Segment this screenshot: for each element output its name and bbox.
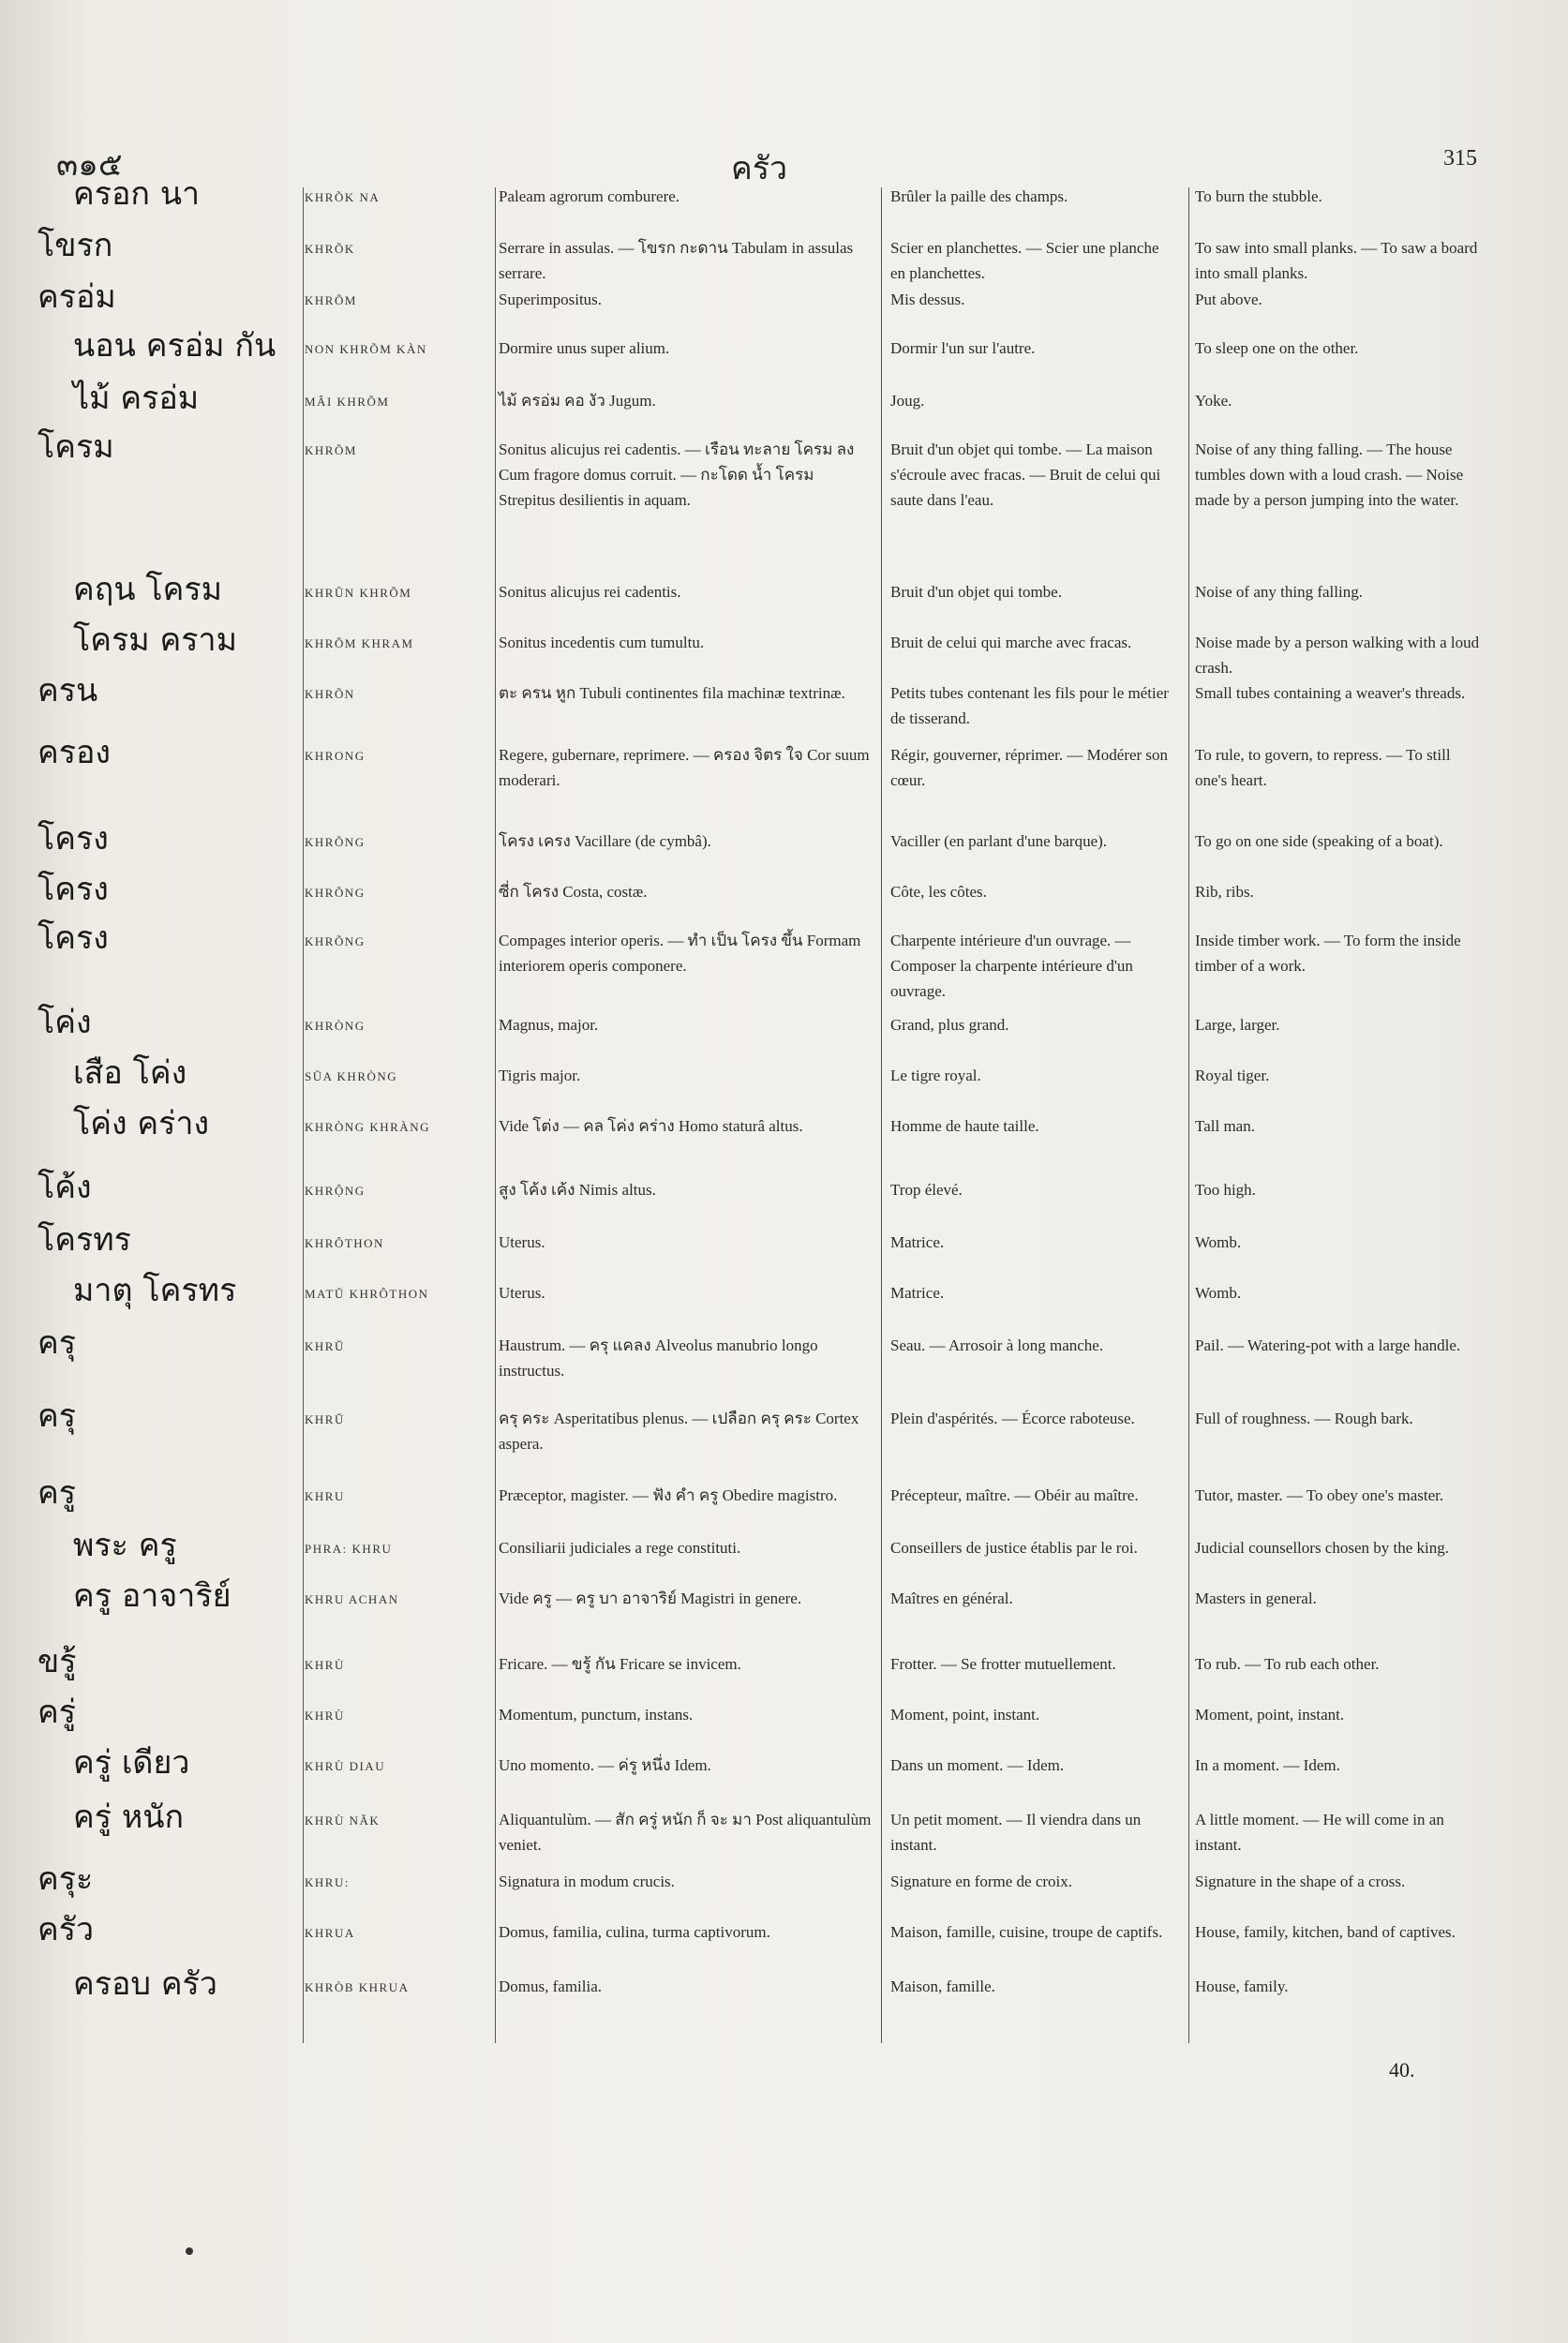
romanization: KHRÔTHON bbox=[305, 1236, 384, 1250]
romanization: PHRA: KHRU bbox=[305, 1542, 393, 1556]
romanization: KHRU ACHAN bbox=[305, 1592, 399, 1606]
romanization: KHRŬ bbox=[305, 1412, 345, 1426]
english-definition: Put above. bbox=[1195, 291, 1262, 308]
romanization: KHRŬ bbox=[305, 1339, 345, 1353]
romanization: KHRÕM KHRAM bbox=[305, 636, 414, 650]
romanization: KHRÒNG KHRÀNG bbox=[305, 1120, 430, 1134]
english-definition: To sleep one on the other. bbox=[1195, 339, 1359, 357]
thai-headword: โครง bbox=[37, 871, 109, 908]
latin-definition: Vide โต่ง — คล โค่ง คร่าง Homo staturâ altus. bbox=[499, 1117, 803, 1135]
latin-definition: Aliquantulùm. — สัก ครู่ หนัก ก็ จะ มา Post aliquantulùm veniet. bbox=[499, 1811, 872, 1854]
english-definition: Noise of any thing falling. bbox=[1195, 583, 1363, 601]
thai-headword: โค้ง bbox=[37, 1169, 92, 1206]
english-definition: Tall man. bbox=[1195, 1117, 1255, 1135]
latin-definition: ไม้ ครอ่ม คอ งัว Jugum. bbox=[499, 392, 656, 410]
french-definition: Matrice. bbox=[890, 1284, 945, 1302]
english-definition: Royal tiger. bbox=[1195, 1067, 1270, 1084]
french-definition: Frotter. — Se frotter mutuellement. bbox=[890, 1655, 1116, 1673]
thai-headword: ครู่ bbox=[37, 1694, 77, 1731]
romanization: KHRONG bbox=[305, 749, 366, 763]
romanization: SŨA KHRÒNG bbox=[305, 1069, 398, 1083]
thai-headword: โครม คราม bbox=[73, 621, 237, 659]
english-definition: To burn the stubble. bbox=[1195, 187, 1322, 205]
french-definition: Un petit moment. — Il viendra dans un instant. bbox=[890, 1811, 1142, 1854]
latin-definition: Compages interior operis. — ทำ เป็น โครง ขึ้น Formam interiorem operis componere. bbox=[499, 932, 861, 975]
latin-definition: Magnus, major. bbox=[499, 1016, 599, 1034]
romanization: NON KHRÕM KÀN bbox=[305, 342, 427, 356]
french-definition: Brûler la paille des champs. bbox=[890, 187, 1068, 205]
french-definition: Plein d'aspérités. — Écorce raboteuse. bbox=[890, 1410, 1135, 1427]
english-definition: Noise of any thing falling. — The house tumbles down with a loud crash. — Noise made by a person jumping into the water. bbox=[1195, 440, 1464, 509]
french-definition: Matrice. bbox=[890, 1233, 945, 1251]
english-definition: Inside timber work. — To form the inside timber of a work. bbox=[1195, 932, 1461, 975]
french-definition: Le tigre royal. bbox=[890, 1067, 981, 1084]
english-definition: Rib, ribs. bbox=[1195, 883, 1254, 901]
romanization: KHRÕM bbox=[305, 443, 357, 457]
romanization: KHRU bbox=[305, 1489, 345, 1503]
thai-headword: ครู่ เดียว bbox=[73, 1744, 190, 1782]
french-definition: Moment, point, instant. bbox=[890, 1706, 1040, 1724]
romanization: KHRÕNG bbox=[305, 934, 366, 948]
thai-headword: โครทร bbox=[37, 1221, 131, 1259]
thai-headword: โครง bbox=[37, 820, 109, 858]
romanization: KHRÙ DIAU bbox=[305, 1759, 386, 1773]
latin-definition: Domus, familia. bbox=[499, 1977, 603, 1995]
romanization: KHRÒB KHRUA bbox=[305, 1980, 410, 1994]
english-definition: Pail. — Watering-pot with a large handle. bbox=[1195, 1336, 1461, 1354]
romanization: KHRÕN bbox=[305, 687, 355, 701]
latin-definition: Domus, familia, culina, turma captivorum. bbox=[499, 1923, 770, 1941]
thai-headword: ครน bbox=[37, 672, 98, 709]
latin-definition: Serrare in assulas. — โขรก กะดาน Tabulam in assulas serrare. bbox=[499, 239, 854, 282]
romanization: KHRU: bbox=[305, 1875, 350, 1889]
english-definition: Too high. bbox=[1195, 1181, 1256, 1199]
latin-definition: Paleam agrorum comburere. bbox=[499, 187, 680, 205]
french-definition: Régir, gouverner, réprimer. — Modérer son cœur. bbox=[890, 746, 1169, 789]
thai-headword: โขรก bbox=[37, 227, 113, 264]
latin-definition: Regere, gubernare, reprimere. — ครอง จิตร ใจ Cor suum moderari. bbox=[499, 746, 870, 789]
french-definition: Conseillers de justice établis par le roi. bbox=[890, 1539, 1138, 1557]
english-definition: To go on one side (speaking of a boat). bbox=[1195, 832, 1443, 850]
english-definition: Moment, point, instant. bbox=[1195, 1706, 1345, 1724]
latin-definition: สูง โค้ง เค้ง Nimis altus. bbox=[499, 1181, 656, 1199]
thai-headword: ครุ bbox=[37, 1324, 77, 1362]
english-definition: Womb. bbox=[1195, 1233, 1242, 1251]
french-definition: Maîtres en général. bbox=[890, 1589, 1013, 1607]
latin-definition: Uterus. bbox=[499, 1233, 545, 1251]
french-definition: Mis dessus. bbox=[890, 291, 965, 308]
thai-page-number: ๓๑๕ bbox=[56, 146, 123, 184]
french-definition: Trop élevé. bbox=[890, 1181, 963, 1199]
romanization: KHRÕNG bbox=[305, 886, 366, 900]
thai-headword: มาตุ โครทร bbox=[73, 1272, 237, 1309]
thai-headword: ครอบ ครัว bbox=[73, 1965, 217, 2003]
french-definition: Joug. bbox=[890, 392, 925, 410]
romanization: KHRÒNG bbox=[305, 1019, 366, 1033]
thai-headword: ครุะ bbox=[37, 1860, 94, 1898]
english-definition: To saw into small planks. — To saw a board into small planks. bbox=[1195, 239, 1478, 282]
latin-definition: Momentum, punctum, instans. bbox=[499, 1706, 694, 1724]
romanization: KHRÙ NÃK bbox=[305, 1813, 381, 1828]
english-definition: Tutor, master. — To obey one's master. bbox=[1195, 1486, 1444, 1504]
thai-headword: ครุ bbox=[37, 1397, 77, 1435]
thai-headword: ครอ่ม bbox=[37, 278, 116, 316]
romanization: KHRÕNG bbox=[305, 835, 366, 849]
english-definition: A little moment. — He will come in an instant. bbox=[1195, 1811, 1444, 1854]
page-number: 315 bbox=[1443, 146, 1477, 171]
column-divider-1 bbox=[303, 187, 304, 2043]
thai-headword: โครง bbox=[37, 919, 109, 957]
latin-definition: Superimpositus. bbox=[499, 291, 603, 308]
french-definition: Bruit d'un objet qui tombe. — La maison s'écroule avec fracas. — Bruit de celui qui saute dans l'eau. bbox=[890, 440, 1161, 509]
english-definition: Judicial counsellors chosen by the king. bbox=[1195, 1539, 1450, 1557]
thai-headword: นอน ครอ่ม กัน bbox=[73, 327, 276, 365]
romanization: MATŬ KHRÔTHON bbox=[305, 1287, 429, 1301]
french-definition: Seau. — Arrosoir à long manche. bbox=[890, 1336, 1104, 1354]
thai-headword: ครอก นา bbox=[73, 175, 201, 213]
latin-definition: Dormire unus super alium. bbox=[499, 339, 670, 357]
french-definition: Dormir l'un sur l'autre. bbox=[890, 339, 1036, 357]
latin-definition: Sonitus alicujus rei cadentis. bbox=[499, 583, 681, 601]
french-definition: Signature en forme de croix. bbox=[890, 1873, 1073, 1890]
column-divider-3 bbox=[881, 187, 882, 2043]
thai-headword: ครอง bbox=[37, 734, 112, 771]
romanization: KHRÕM bbox=[305, 293, 357, 307]
latin-definition: Vide ครู — ครู บา อาจาริย์ Magistri in genere. bbox=[499, 1589, 802, 1607]
footer-page-mark: 40. bbox=[1389, 2058, 1415, 2082]
latin-definition: ซี่ก โครง Costa, costæ. bbox=[499, 883, 648, 901]
thai-headword: พระ ครู bbox=[73, 1527, 177, 1564]
romanization: KHRÕK bbox=[305, 242, 355, 256]
french-definition: Bruit d'un objet qui tombe. bbox=[890, 583, 1062, 601]
romanization: KHRŨN KHRÕM bbox=[305, 586, 412, 600]
latin-definition: Præceptor, magister. — ฟัง คำ ครู Obedire magistro. bbox=[499, 1486, 838, 1504]
latin-definition: โครง เครง Vacillare (de cymbâ). bbox=[499, 832, 711, 850]
english-definition: Noise made by a person walking with a loud crash. bbox=[1195, 634, 1480, 677]
thai-headword: โค่ง คร่าง bbox=[73, 1105, 210, 1142]
french-definition: Grand, plus grand. bbox=[890, 1016, 1009, 1034]
english-definition: Full of roughness. — Rough bark. bbox=[1195, 1410, 1413, 1427]
french-definition: Maison, famille. bbox=[890, 1977, 995, 1995]
english-definition: Signature in the shape of a cross. bbox=[1195, 1873, 1406, 1890]
french-definition: Homme de haute taille. bbox=[890, 1117, 1039, 1135]
column-divider-4 bbox=[1188, 187, 1189, 2043]
french-definition: Côte, les côtes. bbox=[890, 883, 987, 901]
french-definition: Petits tubes contenant les fils pour le métier de tisserand. bbox=[890, 684, 1169, 727]
thai-headword: โค่ง bbox=[37, 1004, 92, 1041]
english-definition: Masters in general. bbox=[1195, 1589, 1317, 1607]
english-definition: Large, larger. bbox=[1195, 1016, 1280, 1034]
thai-headword: คฤน โครม bbox=[73, 571, 223, 608]
romanization: KHRUA bbox=[305, 1926, 355, 1940]
french-definition: Maison, famille, cuisine, troupe de captifs. bbox=[890, 1923, 1163, 1941]
french-definition: Précepteur, maître. — Obéir au maître. bbox=[890, 1486, 1139, 1504]
romanization: KHRỘNG bbox=[305, 1184, 366, 1198]
english-definition: To rub. — To rub each other. bbox=[1195, 1655, 1380, 1673]
english-definition: In a moment. — Idem. bbox=[1195, 1756, 1340, 1774]
latin-definition: Sonitus alicujus rei cadentis. — เรือน ทะลาย โครม ลง Cum fragore domus corruit. — กะโดด น้ำ โครม Strepitus desilientis in aquam. bbox=[499, 440, 855, 509]
latin-definition: Uterus. bbox=[499, 1284, 545, 1302]
french-definition: Vaciller (en parlant d'une barque). bbox=[890, 832, 1108, 850]
thai-headword: ครู bbox=[37, 1474, 77, 1512]
english-definition: Small tubes containing a weaver's threads. bbox=[1195, 684, 1466, 702]
thai-headword: ครู อาจาริย์ bbox=[73, 1577, 231, 1615]
latin-definition: Fricare. — ขรู้ กัน Fricare se invicem. bbox=[499, 1655, 741, 1673]
english-definition: Womb. bbox=[1195, 1284, 1242, 1302]
latin-definition: ตะ ครน หูก Tubuli continentes fila machinæ textrinæ. bbox=[499, 684, 845, 702]
thai-headword: ไม้ ครอ่ม bbox=[73, 380, 200, 417]
romanization: MÂI KHRÕM bbox=[305, 395, 390, 409]
thai-headword: เสือ โค่ง bbox=[73, 1054, 187, 1092]
english-definition: Yoke. bbox=[1195, 392, 1232, 410]
romanization: KHRÕK NA bbox=[305, 190, 381, 204]
latin-definition: ครุ คระ Asperitatibus plenus. — เปลือก ครุ คระ Cortex aspera. bbox=[499, 1410, 859, 1453]
latin-definition: Uno momento. — ค่รู หนึ่ง Idem. bbox=[499, 1756, 711, 1774]
ink-dot bbox=[186, 2247, 193, 2255]
romanization: KHRÙ bbox=[305, 1658, 345, 1672]
english-definition: To rule, to govern, to repress. — To still one's heart. bbox=[1195, 746, 1451, 789]
latin-definition: Tigris major. bbox=[499, 1067, 581, 1084]
running-head: ครัว bbox=[731, 150, 788, 187]
latin-definition: Signatura in modum crucis. bbox=[499, 1873, 675, 1890]
thai-headword: ครู่ หนัก bbox=[73, 1798, 185, 1836]
french-definition: Bruit de celui qui marche avec fracas. bbox=[890, 634, 1132, 651]
latin-definition: Sonitus incedentis cum tumultu. bbox=[499, 634, 705, 651]
latin-definition: Consiliarii judiciales a rege constituti. bbox=[499, 1539, 741, 1557]
english-definition: House, family, kitchen, band of captives. bbox=[1195, 1923, 1456, 1941]
french-definition: Charpente intérieure d'un ouvrage. — Composer la charpente intérieure d'un ouvrage. bbox=[890, 932, 1133, 1000]
english-definition: House, family. bbox=[1195, 1977, 1289, 1995]
romanization: KHRÙ bbox=[305, 1709, 345, 1723]
thai-headword: ขรู้ bbox=[37, 1643, 77, 1680]
column-divider-2 bbox=[495, 187, 496, 2043]
french-definition: Scier en planchettes. — Scier une planche en planchettes. bbox=[890, 239, 1159, 282]
thai-headword: โครม bbox=[37, 428, 114, 466]
thai-headword: ครัว bbox=[37, 1911, 95, 1948]
latin-definition: Haustrum. — ครุ แคลง Alveolus manubrio longo instructus. bbox=[499, 1336, 818, 1380]
french-definition: Dans un moment. — Idem. bbox=[890, 1756, 1065, 1774]
